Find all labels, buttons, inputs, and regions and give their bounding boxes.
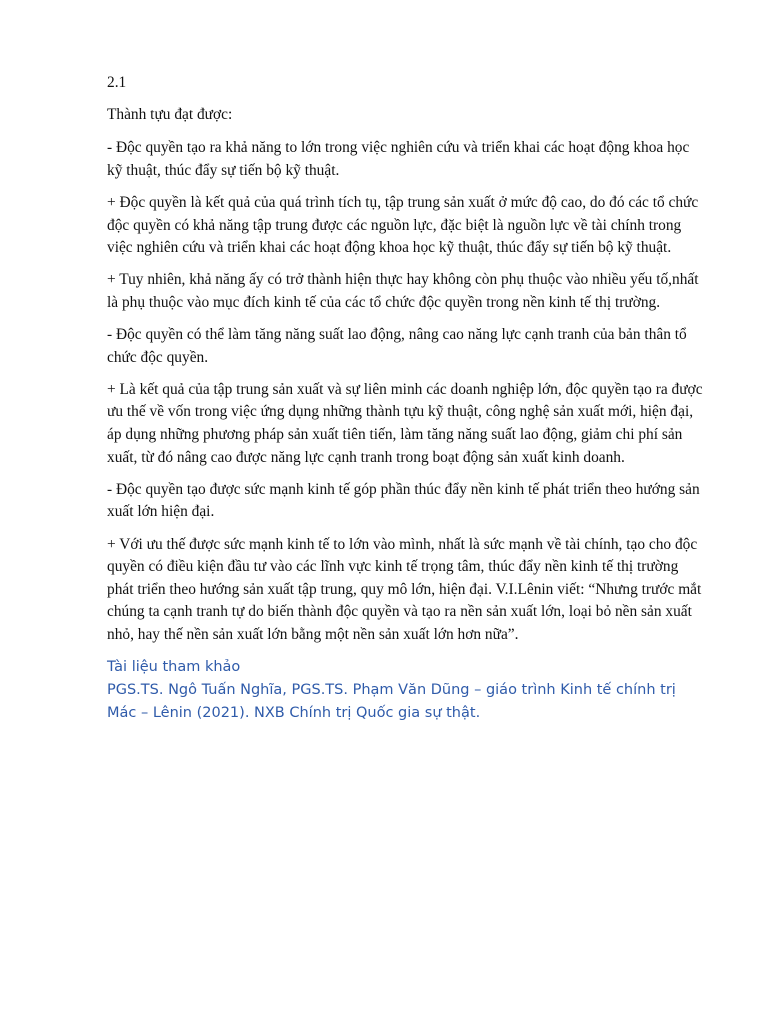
section-heading: Thành tựu đạt được:: [107, 106, 233, 124]
paragraph-7: + Với ưu thế được sức mạnh kinh tế to lớn vào mình, nhất là sức mạnh về tài chính, tạo cho độc quyền có điều kiện đầu tư vào các lĩnh vực kinh tế trọng tâm, thúc đẩy nền kinh tế thị trường phát triển theo hướng sản xuất tập trung, quy mô lớn, hiện đại. V.I.Lênin viết: “Nhưng trước mắt chúng ta cạnh tranh tự do biến thành độc quyền và tạo ra nền sản xuất lớn, loại bỏ nền sản xuất nhỏ, hay thế nền sản xuất lớn bằng một nền sản xuất lớn hơn nữa”.: [107, 535, 702, 644]
paragraph-4: - Độc quyền có thể làm tăng năng suất lao động, nâng cao năng lực cạnh tranh của bản thân tổ chức độc quyền.: [107, 326, 687, 366]
references-section: [107, 656, 707, 725]
section-number: 2.1: [107, 74, 127, 91]
paragraph-6: - Độc quyền tạo được sức mạnh kinh tế góp phần thúc đẩy nền kinh tế phát triển theo hướng sản xuất lớn hiện đại.: [107, 480, 700, 521]
paragraph-1: - Độc quyền tạo ra khả năng to lớn trong việc nghiên cứu và triển khai các hoạt động khoa học kỹ thuật, thúc đẩy sự tiến bộ kỹ thuật.: [107, 139, 690, 179]
paragraph-5: + Là kết quả của tập trung sản xuất và sự liên minh các doanh nghiệp lớn, độc quyền tạo ra được ưu thế về vốn trong việc ứng dụng những thành tựu kỹ thuật, công nghệ sản xuất mới, hiện đại, áp dụng những phương pháp sản xuất tiên tiến, làm tăng năng suất lao động, giảm chi phí sản xuất, từ đó nâng cao được năng lực cạnh tranh trong boạt động sản xuất kinh doanh.: [107, 380, 703, 466]
paragraph-3: + Tuy nhiên, khả năng ấy có trở thành hiện thực hay không còn phụ thuộc vào nhiều yếu tố,nhất là phụ thuộc vào mục đích kinh tế của các tổ chức độc quyền trong nền kinh tế thị trường.: [107, 271, 699, 311]
reference-entry: PGS.TS. Ngô Tuấn Nghĩa, PGS.TS. Phạm Văn Dũng – giáo trình Kinh tế chính trị Mác – Lênin (2021). NXB Chính trị Quốc gia sự thật.: [107, 682, 676, 722]
references-title: Tài liệu tham khảo: [107, 659, 241, 676]
paragraph-2: + Độc quyền là kết quả của quá trình tích tụ, tập trung sản xuất ở mức độ cao, do đó các tổ chức độc quyền có khả năng tập trung được các nguồn lực, đặc biệt là nguồn lực về tài chính trong việc nghiên cứu và triển khai các hoạt động khoa học kỹ thuật, thúc đẩy sự tiến bộ kỹ thuật.: [107, 193, 699, 257]
document-page: [107, 72, 707, 725]
